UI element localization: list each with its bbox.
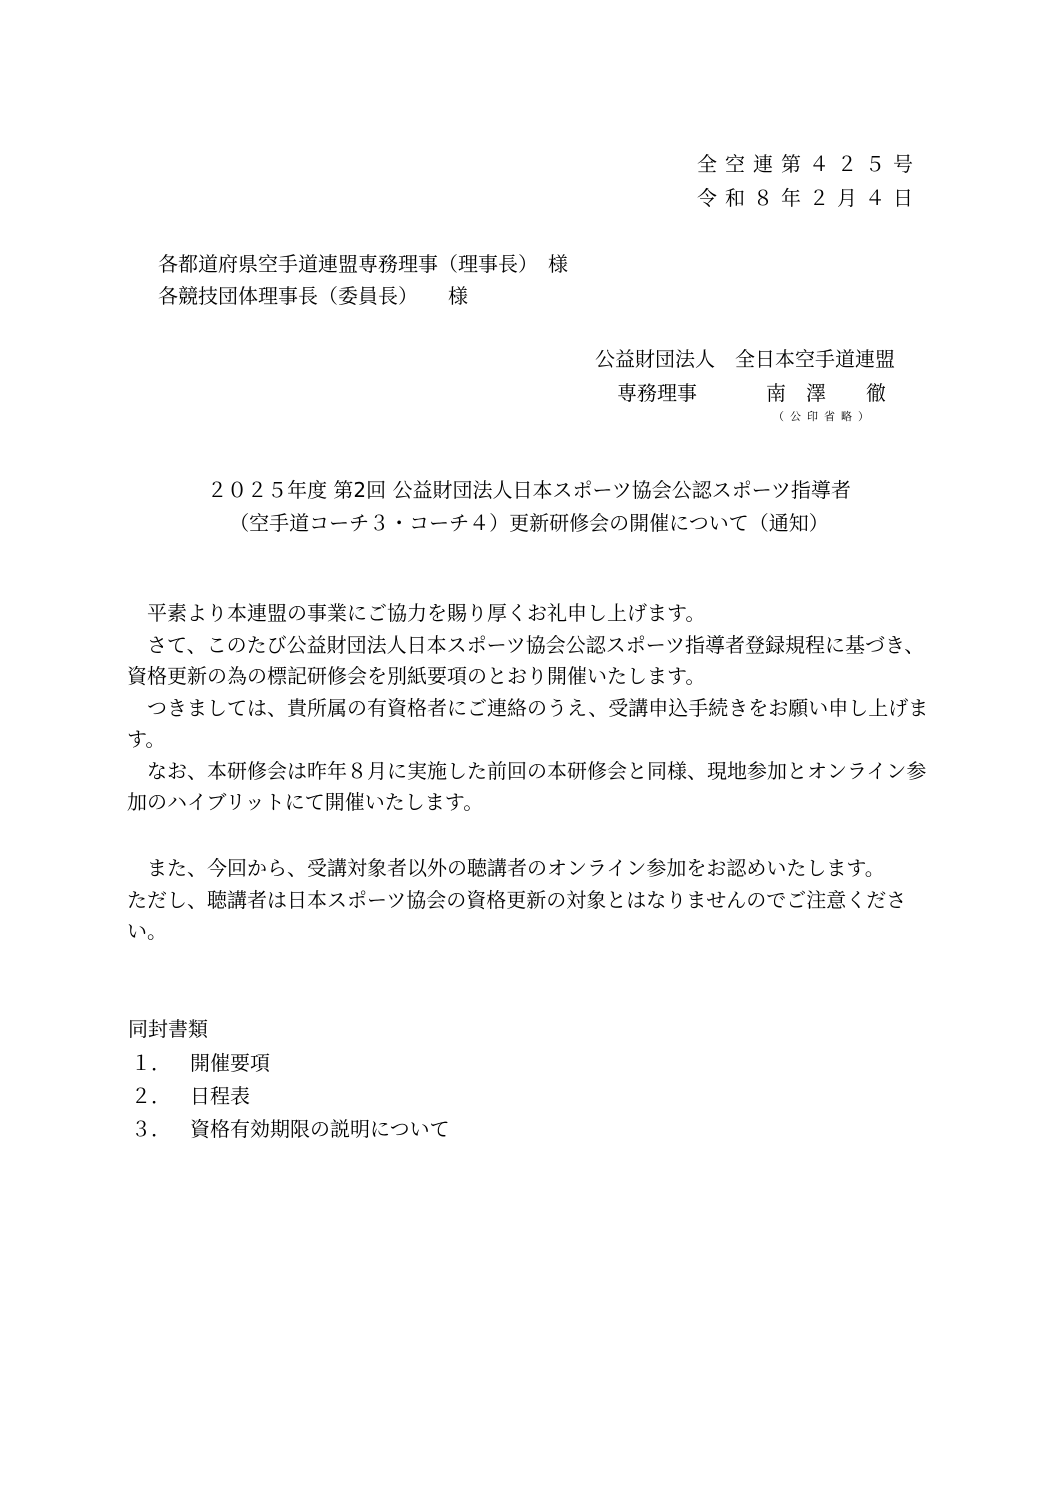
enclosure-number: １．	[131, 1051, 171, 1075]
note-section	[127, 853, 942, 948]
addressee-organizations: 各競技団体理事長（委員長） 様	[158, 284, 468, 308]
enclosure-number: ３．	[131, 1117, 171, 1141]
body-paragraph-hybrid: なお、本研修会は昨年８月に実施した前回の本研修会と同様、現地参加とオンライン参加のハイブリットにて開催いたします。	[127, 758, 927, 814]
enclosure-item-validity-explanation: 資格有効期限の説明について	[190, 1117, 450, 1141]
addressee-prefectures: 各都道府県空手道連盟専務理事（理事長） 様	[158, 252, 568, 276]
enclosure-number: ２．	[131, 1084, 171, 1108]
sender-organization: 公益財団法人 全日本空手道連盟	[595, 347, 895, 371]
enclosure-item-timetable: 日程表	[190, 1084, 250, 1108]
body-paragraph-announcement: さて、このたび公益財団法人日本スポーツ協会公認スポーツ指導者登録規程に基づき、資格更新の為の標記研修会を別紙要項のとおり開催いたします。	[127, 632, 925, 688]
enclosure-item-schedule-outline: 開催要項	[190, 1051, 270, 1075]
sender-name: 南 澤 徹	[766, 381, 886, 405]
body-paragraph-request: つきましては、貴所属の有資格者にご連絡のうえ、受講申込手続きをお願い申し上げます。	[127, 695, 929, 751]
document-date: 令和８年２月４日	[697, 186, 921, 210]
subject-line-2: （空手道コーチ３・コーチ４）更新研修会の開催について（通知）	[229, 511, 829, 535]
body-paragraph-greeting: 平素より本連盟の事業にご協力を賜り厚くお礼申し上げます。	[147, 601, 706, 625]
seal-omitted-note: （公印省略）	[773, 410, 875, 423]
subject-line-1: ２０２５年度 第2回 公益財団法人日本スポーツ協会公認スポーツ指導者	[207, 478, 851, 502]
body-section	[127, 598, 942, 819]
note-line-2: ただし、聴講者は日本スポーツ協会の資格更新の対象とはなりませんのでご注意ください。	[127, 887, 907, 943]
reference-number: 全空連第４２５号	[697, 152, 921, 176]
enclosures-heading: 同封書類	[128, 1017, 208, 1041]
sender-title: 専務理事	[617, 381, 697, 405]
note-line-1: また、今回から、受講対象者以外の聴講者のオンライン参加をお認めいたします。	[147, 856, 885, 880]
